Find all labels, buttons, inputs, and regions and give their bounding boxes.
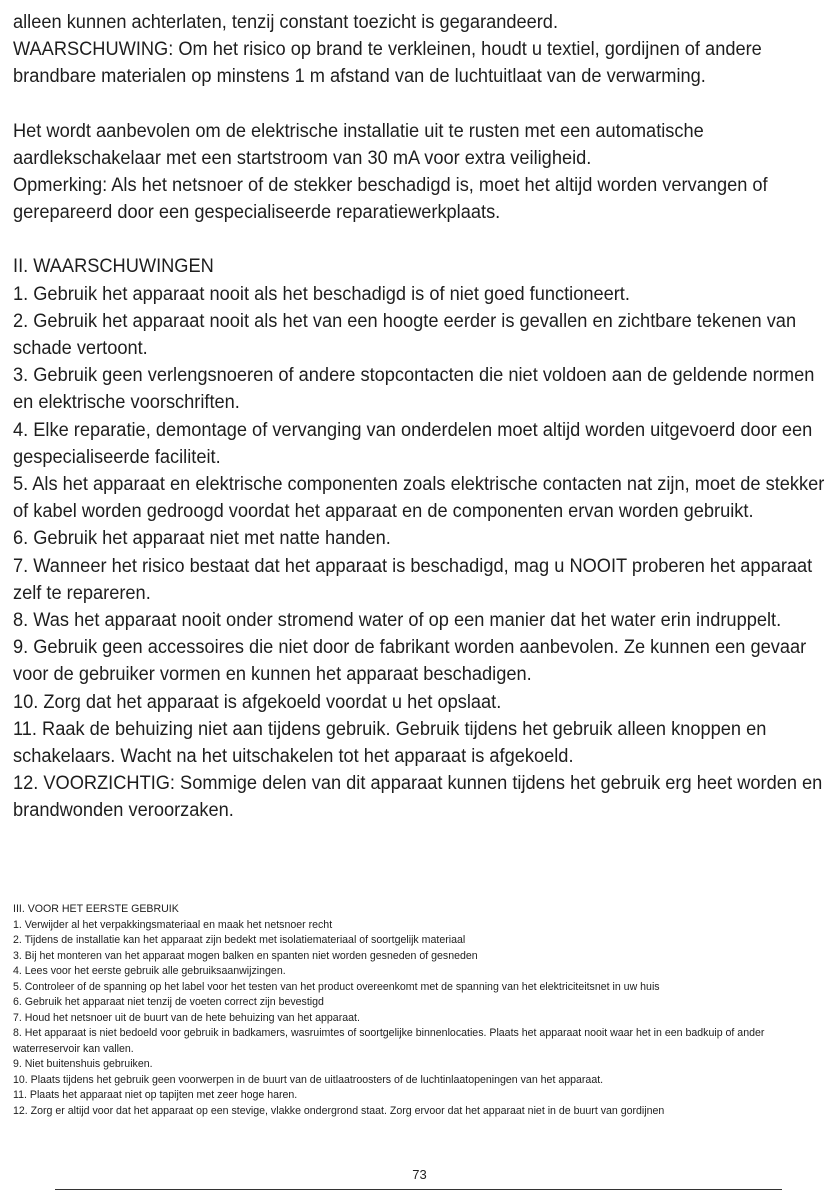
main-text-block (13, 9, 828, 825)
warning-item: 4. Elke reparatie, demontage of vervanging van onderdelen moet altijd worden uitgevoerd door een gespecialiseerde faciliteit. (13, 418, 813, 468)
first-use-item: 8. Het apparaat is niet bedoeld voor gebruik in badkamers, wasruimtes of soortgelijke binnenlocaties. Plaats het apparaat nooit waar het in een badkuip of ander waterreservoir kan vallen. (13, 1027, 765, 1055)
section-heading-first-use: III. VOOR HET EERSTE GEBRUIK (13, 903, 179, 915)
footer-rule (55, 1189, 782, 1190)
paragraph-rcd-recommendation: Het wordt aanbevolen om de elektrische installatie uit te rusten met een automatische aardlekschakelaar met een startstroom van 30 mA voor extra veiligheid. (13, 119, 704, 169)
first-use-item: 7. Houd het netsnoer uit de buurt van de hete behuizing van het apparaat. (13, 1011, 360, 1024)
first-use-item: 10. Plaats tijdens het gebruik geen voorwerpen in de buurt van de uitlaatroosters of de luchtinlaatopeningen van het apparaat. (13, 1073, 604, 1086)
paragraph-cord-note: Opmerking: Als het netsnoer of de stekker beschadigd is, moet het altijd worden vervangen of gerepareerd door een gespecialiseerde reparatiewerkplaats. (13, 174, 768, 224)
warning-item: 1. Gebruik het apparaat nooit als het beschadigd is of niet goed functioneert. (13, 282, 630, 305)
first-use-item: 5. Controleer of de spanning op het label voor het testen van het product overeenkomt met de spanning van het elektriciteitsnet in uw huis (13, 980, 660, 993)
warning-item: 8. Was het apparaat nooit onder stromend water of op een manier dat het water erin indruppelt. (13, 609, 782, 632)
page-number: 73 (412, 1167, 427, 1182)
first-use-item: 6. Gebruik het apparaat niet tenzij de voeten correct zijn bevestigd (13, 996, 324, 1008)
warning-item: 5. Als het apparaat en elektrische componenten zoals elektrische contacten nat zijn, moet de stekker of kabel worden gedroogd voordat het apparaat en de componenten ervan worden gebruikt. (13, 473, 825, 523)
first-use-block (13, 902, 828, 1119)
spacer (13, 226, 828, 253)
warning-item: 7. Wanneer het risico bestaat dat het apparaat is beschadigd, mag u NOOIT proberen het apparaat zelf te repareren. (13, 554, 813, 604)
first-use-item: 1. Verwijder al het verpakkingsmateriaal en maak het netsnoer recht (13, 918, 333, 931)
first-use-item: 2. Tijdens de installatie kan het apparaat zijn bedekt met isolatiemateriaal of soortgelijk materiaal (13, 934, 466, 946)
warning-item: 9. Gebruik geen accessoires die niet door de fabrikant worden aanbevolen. Ze kunnen een gevaar voor de gebruiker vormen en kunnen het apparaat beschadigen. (13, 636, 807, 686)
section-heading-warnings: II. WAARSCHUWINGEN (13, 255, 214, 278)
first-use-item: 3. Bij het monteren van het apparaat mogen balken en spanten niet worden gesneden of gesneden (13, 949, 478, 962)
warning-item: 12. VOORZICHTIG: Sommige delen van dit apparaat kunnen tijdens het gebruik erg heet worden en brandwonden veroorzaken. (13, 772, 823, 822)
first-use-item: 4. Lees voor het eerste gebruik alle gebruiksaanwijzingen. (13, 965, 286, 977)
first-use-item: 12. Zorg er altijd voor dat het apparaat op een stevige, vlakke ondergrond staat. Zorg ervoor dat het apparaat niet in de buurt van gordijnen (13, 1104, 665, 1117)
paragraph-supervision: alleen kunnen achterlaten, tenzij constant toezicht is gegarandeerd. (13, 11, 559, 33)
warning-item: 2. Gebruik het apparaat nooit als het van een hoogte eerder is gevallen en zichtbare tekenen van schade vertoont. (13, 309, 797, 360)
first-use-item: 9. Niet buitenshuis gebruiken. (13, 1058, 153, 1070)
warning-item: 3. Gebruik geen verlengsnoeren of andere stopcontacten die niet voldoen aan de geldende normen en elektrische voorschriften. (13, 364, 815, 414)
spacer (13, 91, 828, 118)
warning-item: 10. Zorg dat het apparaat is afgekoeld voordat u het opslaat. (13, 690, 502, 713)
first-use-item: 11. Plaats het apparaat niet op tapijten met zeer hoge haren. (13, 1089, 298, 1101)
warning-item: 11. Raak de behuizing niet aan tijdens gebruik. Gebruik tijdens het gebruik alleen knoppen en schakelaars. Wacht na het uitschakelen tot het apparaat is afgekoeld. (13, 717, 767, 768)
warning-item: 6. Gebruik het apparaat niet met natte handen. (13, 527, 391, 550)
paragraph-fire-warning: WAARSCHUWING: Om het risico op brand te verkleinen, houdt u textiel, gordijnen of andere brandbare materialen op minstens 1 m afstand van de luchtuitlaat van de verwarming. (13, 38, 762, 88)
